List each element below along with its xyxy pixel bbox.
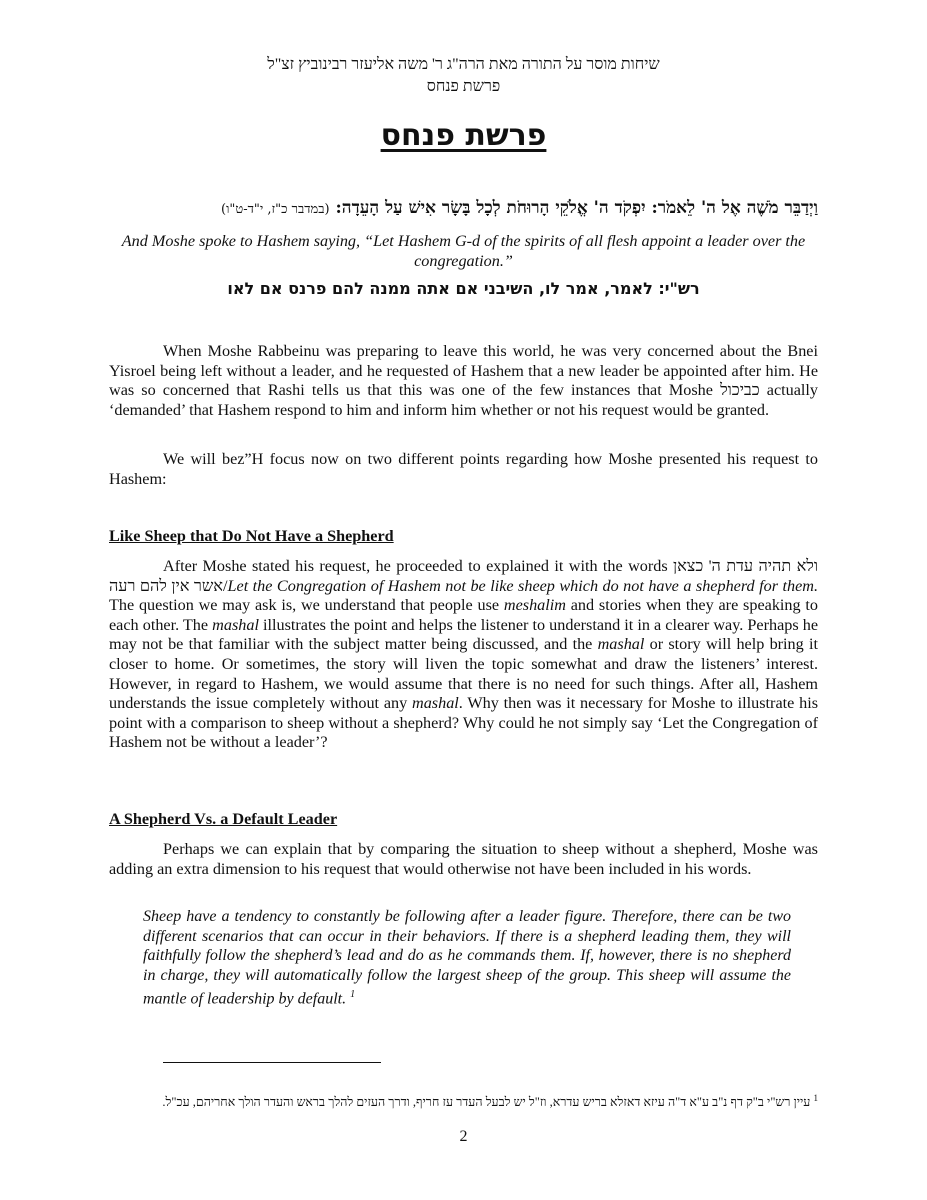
footnote-text: עיין רש"י ב"ק דף נ"ב ע"א ד"ה עיזא דאזלא בריש עדרא, וז"ל יש לבעל העדר עז חריף, ודרך העזים להלך בראש והעדר הולך אחריהם, עכ"ל. <box>162 1095 811 1110</box>
blockquote-text: Sheep have a tendency to constantly be following after a leader figure. Therefore, there can be two different scenarios that can occur in their behaviors. If there is a shepherd leading them, they will faithfully follow the shepherd’s lead and do as he commands them. If, however, there is no shepherd in charge, they will automatically follow the largest sheep of the group. This sheep will assume the mantle of leadership by default. <box>143 908 791 1008</box>
s1-text-e: or story will help bring it closer to home. Or sometimes, the story will liven the topic somewhat and draw the listeners’ interest. However, in regard to Hashem, we would assume that there is no need for such things. After all, Hashem understands the issue completely without any <box>109 635 818 713</box>
section-heading-sheep: Like Sheep that Do Not Have a Shepherd <box>109 527 394 545</box>
verse-line <box>109 198 818 218</box>
verse-source: (במדבר כ"ז, י"ד-ט"ו) <box>221 202 330 217</box>
intro-paragraph-1 <box>109 342 818 420</box>
intro-text-a: When Moshe Rabbeinu was preparing to leave this world, he was very concerned about the Bnei Yisroel being left without a leader, and he requested of Hashem that a new leader be appointed after him. He was so concerned that Rashi tells us that this was one of the few instances that Moshe <box>109 342 818 400</box>
s1-text-a: After Moshe stated his request, he proceeded to explained it with the words <box>163 557 674 575</box>
section-heading-shepherd: A Shepherd Vs. a Default Leader <box>109 810 338 828</box>
page-number: 2 <box>459 1128 468 1145</box>
s1-italic-meshalim: meshalim <box>503 596 566 615</box>
s1-italic-mashal-2: mashal <box>597 635 645 654</box>
intro-hebrew-word: כביכול <box>720 381 760 400</box>
s1-italic-mashal-1: mashal <box>212 615 259 634</box>
s1-text-c: and stories when they are speaking to each other. The <box>109 596 818 634</box>
verse-translation: And Moshe spoke to Hashem saying, “Let Hashem G-d of the spirits of all flesh appoint a leader over the congregation.” <box>121 232 806 270</box>
verse-text: וַיְדַבֵּר מֹשֶׁה אֶל ה' לֵאמֹר: יִפְקֹד ה' אֱלֹקֵי הָרוּחֹת לְכָל בָּשָׂר אִישׁ עַל הָעֵדָה: <box>335 198 818 218</box>
page-title: פרשת פנחס <box>380 118 547 153</box>
footnote <box>109 1090 818 1111</box>
footnote-number: 1 <box>813 1093 818 1103</box>
running-header-title: שיחות מוסר על התורה מאת הרה"ג ר' משה אליעזר רבינוביץ זצ"ל <box>267 56 660 73</box>
s1-hebrew-quote: ולא תהיה עדת ה' כצאן אשר אין להם רעה <box>109 557 818 595</box>
sheep-blockquote <box>143 907 791 1009</box>
footnote-reference[interactable]: 1 <box>350 989 356 1001</box>
s1-text-f: . Why then was it necessary for Moshe to illustrate his point with a comparison to sheep without a shepherd? Why could he not simply say ‘Let the Congregation of Hashem not be without a leader’? <box>109 694 818 752</box>
s1-italic-mashal-3: mashal <box>412 694 459 713</box>
section2-paragraph: Perhaps we can explain that by comparing the situation to sheep without a shepherd, Moshe was adding an extra dimension to his request that would otherwise not have been included in his words. <box>109 840 818 878</box>
rashi-quote: רש"י: לאמר, אמר לו, השיבני אם אתה ממנה להם פרנס אם לאו <box>227 279 700 298</box>
s1-text-b: The question we may ask is, we understand that people use <box>109 596 504 615</box>
section1-paragraph <box>109 557 818 753</box>
s1-italic-translation: Let the Congregation of Hashem not be like sheep which do not have a shepherd for them. <box>227 576 818 595</box>
intro-text-b: actually ‘demanded’ that Hashem respond to him and inform him whether or not his request would be granted. <box>109 381 819 419</box>
s1-text-d: illustrates the point and helps the listener to understand it in a clearer way. Perhaps he may not be that familiar with the subject matter being discussed, and the <box>109 615 819 654</box>
s1-separator: / <box>223 576 228 595</box>
intro-paragraph-2: We will bez”H focus now on two different points regarding how Moshe presented his request to Hashem: <box>109 450 818 488</box>
footnote-divider <box>163 1062 381 1063</box>
running-header-parsha: פרשת פנחס <box>426 78 501 95</box>
